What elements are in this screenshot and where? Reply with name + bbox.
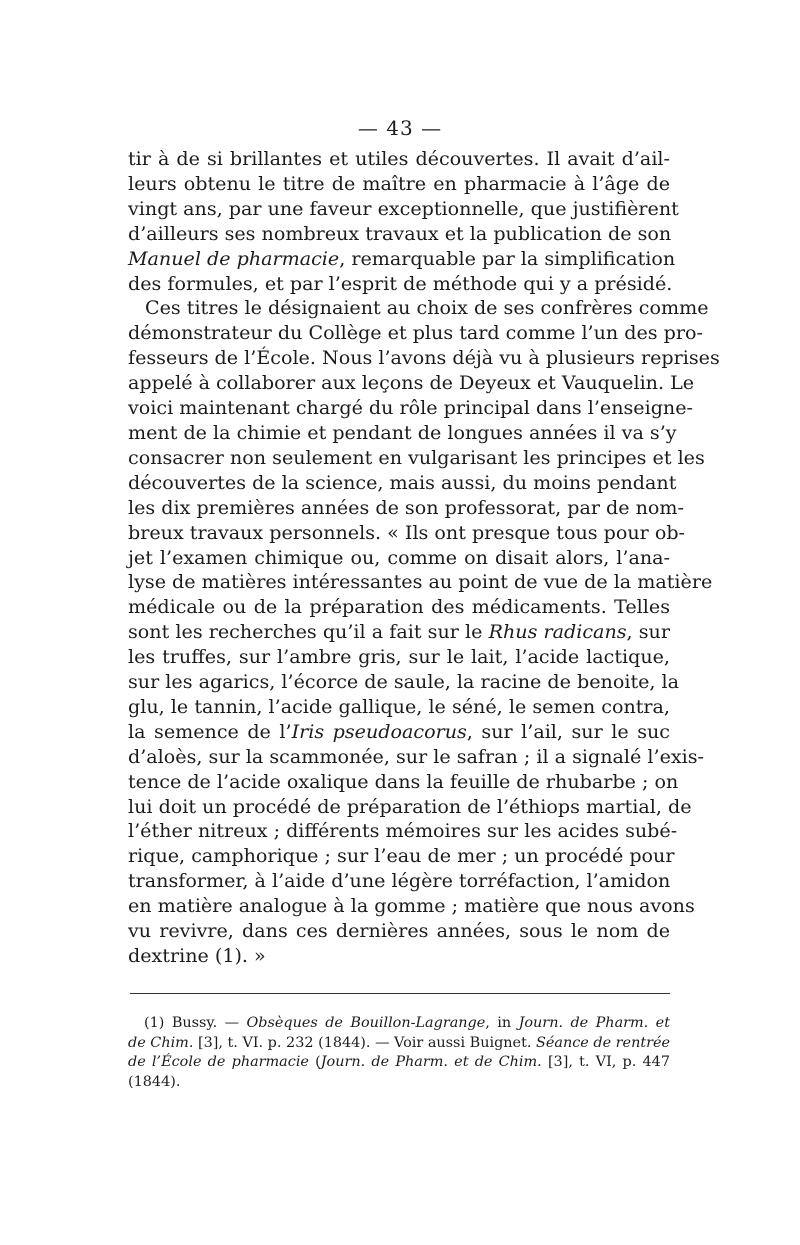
text-line: lui doit un procédé de préparation de l’éthiops martial, de — [128, 794, 692, 818]
text-line: vingt ans, par une faveur exceptionnelle, que justifièrent — [128, 196, 679, 220]
text-line: leurs obtenu le titre de maître en pharmacie à l’âge de — [128, 171, 670, 195]
body-text — [128, 147, 720, 969]
text-line: tir à de si brillantes et utiles découvertes. Il avait d’ail- — [128, 147, 670, 170]
text-line: des formules, et par l’esprit de méthode qui y a présidé. — [128, 271, 673, 295]
text-fragment: , remarquable par la simplification — [339, 246, 676, 270]
citation-title: Obsèques de Bouillon-Lagrange — [246, 1015, 486, 1031]
species-name: Iris pseudoacorus — [291, 719, 467, 743]
journal-name: de Chim. — [128, 1034, 194, 1051]
text-line: ment de la chimie et pendant de longues années il va s’y — [128, 420, 677, 444]
text-line: Ces titres le désignaient au choix de ses confrères comme — [145, 296, 709, 320]
text-line: les dix premières années de son professorat, par de nom- — [128, 495, 684, 519]
text-fragment: [3], t. VI, p. 447 — [541, 1054, 670, 1071]
text-fragment: sont les recherches qu’il a fait sur le — [128, 620, 489, 644]
text-line — [128, 246, 676, 272]
journal-name: Journ. de Pharm. et de Chim. — [320, 1054, 542, 1071]
text-line: d’ailleurs ses nombreux travaux et la publication de son — [128, 221, 672, 245]
text-fragment: , sur — [626, 620, 670, 644]
citation-title: de l’École de pharmacie — [128, 1054, 309, 1071]
text-line: découvertes de la science, mais aussi, du moins pendant — [128, 470, 677, 494]
footnote-divider — [130, 993, 670, 994]
text-line: fesseurs de l’École. Nous l’avons déjà vu à plusieurs reprises — [128, 346, 720, 370]
text-fragment: , in — [485, 1015, 519, 1031]
text-line: transformer, à l’aide d’une légère torréfaction, l’amidon — [128, 869, 671, 893]
text-line: jet l’examen chimique ou, comme on disait alors, l’ana- — [128, 545, 670, 569]
text-line: breux travaux personnels. « Ils ont presque tous pour ob- — [128, 520, 686, 544]
footnote-line — [128, 1053, 670, 1073]
text-line — [128, 620, 670, 645]
text-line: vu revivre, dans ces dernières années, sous le nom de — [128, 919, 670, 943]
footnote-line — [128, 1034, 670, 1054]
text-line: médicale ou de la préparation des médicaments. Telles — [128, 595, 670, 619]
text-fragment: (1) Bussy. — — [144, 1015, 247, 1031]
text-fragment: , sur l’ail, sur le suc — [466, 719, 670, 743]
text-line: appelé à collaborer aux leçons de Deyeux et Vauquelin. Le — [128, 371, 695, 395]
text-fragment: [3], t. VI. p. 232 (1844). — Voir aussi Buignet. — [193, 1034, 536, 1051]
footnote-line: (1844). — [128, 1073, 181, 1090]
citation-title: Séance de rentrée — [536, 1034, 671, 1051]
journal-name: Journ. de Pharm. et — [518, 1015, 670, 1031]
page-number: — 43 — — [357, 116, 443, 140]
text-line: voici maintenant chargé du rôle principal dans l’enseigne- — [128, 396, 693, 420]
text-fragment: la semence de l’ — [128, 719, 292, 743]
text-line: dextrine (1). » — [128, 944, 266, 967]
text-line: lyse de matières intéressantes au point de vue de la matière — [128, 570, 713, 594]
book-title: Manuel de pharmacie — [128, 246, 340, 270]
text-line: consacrer non seulement en vulgarisant les principes et les — [128, 445, 705, 469]
text-line: les truffes, sur l’ambre gris, sur le lait, l’acide lactique, — [128, 645, 670, 669]
footnote-line — [128, 1014, 670, 1034]
text-fragment: ( — [308, 1054, 321, 1071]
text-line: sur les agarics, l’écorce de saule, la racine de benoite, la — [128, 670, 680, 694]
species-name: Rhus radicans — [488, 620, 627, 644]
text-line: d’aloès, sur la scammonée, sur le safran ; il a signalé l’exis- — [128, 744, 705, 768]
text-line: démonstrateur du Collège et plus tard comme l’un des pro- — [128, 321, 703, 345]
text-line: glu, le tannin, l’acide gallique, le séné, le semen contra, — [128, 694, 670, 718]
text-line: rique, camphorique ; sur l’eau de mer ; un procédé pour — [128, 844, 675, 868]
text-line — [128, 720, 670, 745]
text-line: en matière analogue à la gomme ; matière que nous avons — [128, 894, 695, 918]
text-line: tence de l’acide oxalique dans la feuille de rhubarbe ; on — [128, 769, 679, 793]
footnote — [128, 1014, 670, 1092]
text-line: l’éther nitreux ; différents mémoires sur les acides subé- — [128, 819, 678, 843]
